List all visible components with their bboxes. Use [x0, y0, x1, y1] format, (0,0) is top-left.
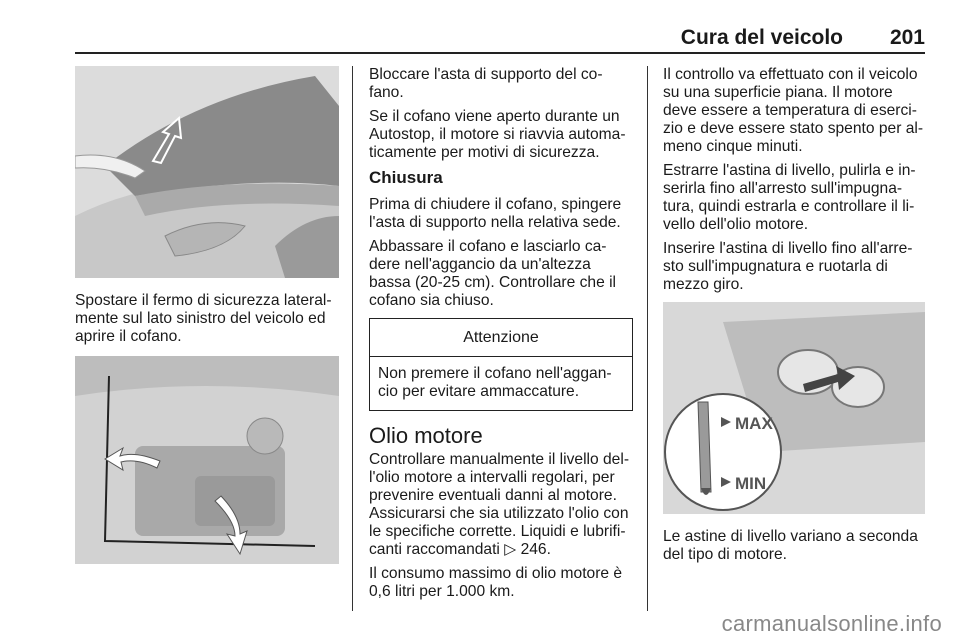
column-2 [369, 66, 633, 607]
oil-check-text: Controllare manualmente il livello del-l'olio motore a intervalli regolari, per prevenire eventuali danni al motore. Assicurarsi che sia utilizzato l'olio con le specifiche corrette. Liquidi e lubrifi-canti raccomandati [369, 451, 630, 558]
column-1 [75, 292, 345, 352]
engine-oil-heading: Olio motore [369, 423, 483, 448]
page-reference-icon: ▷ [504, 541, 517, 558]
warning-box [369, 318, 633, 411]
dipstick-illustration [663, 302, 925, 514]
engine-bay-illustration [75, 356, 339, 564]
watermark: carmanualsonline.info [721, 611, 942, 636]
oil-check-paragraph [369, 451, 633, 559]
closing-paragraph-2: Abbassare il cofano e lasciarlo ca-dere nell'aggancio da un'altezza bassa (20-25 cm). Controllare che il cofano sia chiuso. [369, 238, 617, 309]
header-rule [75, 52, 925, 54]
oil-consumption-paragraph: Il consumo massimo di olio motore è 0,6 litri per 1.000 km. [369, 565, 623, 600]
chapter-title: Cura del veicolo [680, 26, 843, 49]
hood-release-caption: Spostare il fermo di sicurezza lateral-mente sul lato sinistro del veicolo ed aprire il cofano. [75, 292, 332, 345]
check-conditions-paragraph: Il controllo va effettuato con il veicolo su una superficie piana. Il motore deve essere a temperatura di eserci-zio e deve essere stato spento per al-meno cinque minuti. [663, 66, 924, 155]
dipstick-insert-paragraph: Inserire l'astina di livello fino all'arre-sto sull'impugnatura e ruotarla di mezzo giro. [663, 240, 913, 293]
dipstick-caption: Le astine di livello variano a seconda del tipo di motore. [663, 528, 918, 563]
hood-release-illustration [75, 66, 339, 278]
warning-title: Attenzione [370, 319, 632, 357]
dipstick-procedure-paragraph: Estrarre l'astina di livello, pulirla e in-serirla fino all'arresto sull'impugna-tura, quindi estrarla e controllare il li-vello dell'olio motore. [663, 162, 916, 233]
page-number: 201 [889, 26, 925, 49]
column-divider-2 [647, 66, 648, 611]
dipstick-min-label: MIN [735, 474, 767, 493]
closing-heading: Chiusura [369, 168, 443, 187]
page-header [75, 22, 925, 52]
column-3-caption [663, 528, 933, 570]
closing-paragraph-1: Prima di chiudere il cofano, spingere l'asta di supporto nella relativa sede. [369, 196, 622, 231]
dipstick-max-label: MAX [735, 414, 773, 433]
autostop-paragraph: Se il cofano viene aperto durante un Autostop, il motore si riavvia automa-ticamente per motivi di sicurezza. [369, 108, 626, 161]
column-divider-1 [352, 66, 353, 611]
page-reference: 246. [520, 541, 551, 558]
warning-text: Non premere il cofano nell'aggan-cio per evitare ammaccature. [378, 365, 612, 400]
support-rod-paragraph: Bloccare l'asta di supporto del co-fano. [369, 66, 603, 101]
column-3 [663, 66, 927, 300]
